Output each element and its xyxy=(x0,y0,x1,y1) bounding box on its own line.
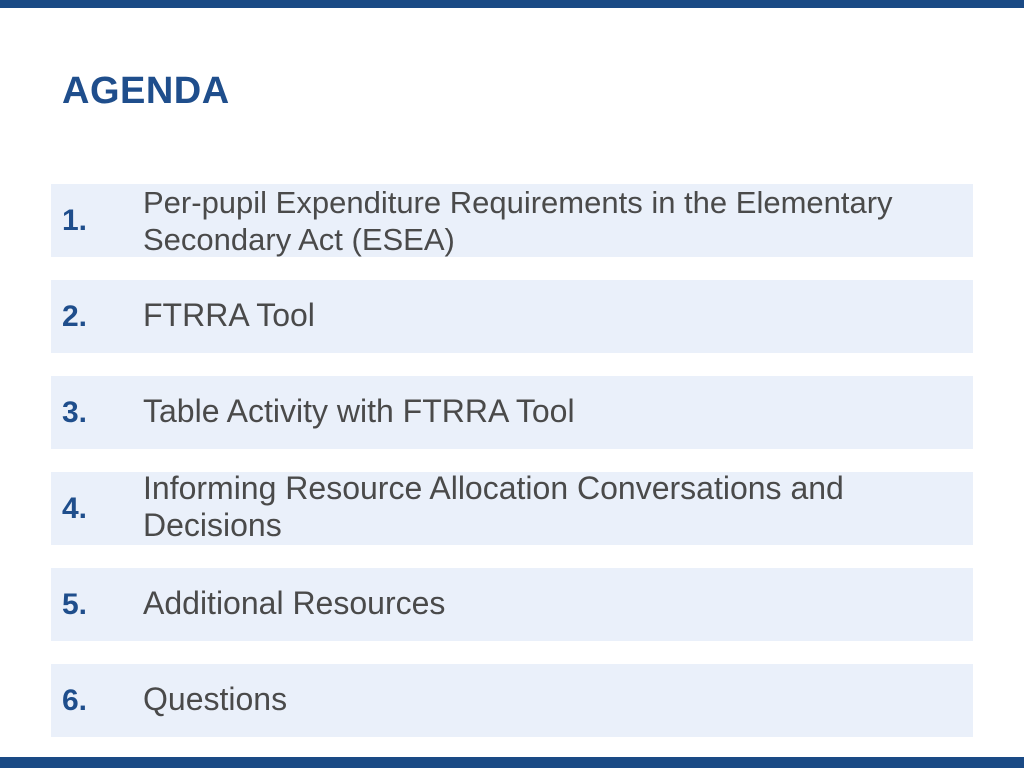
agenda-item-number: 5. xyxy=(62,588,88,621)
agenda-item-number: 6. xyxy=(62,684,88,717)
agenda-item-number: 4. xyxy=(62,492,88,525)
bottom-accent-bar xyxy=(0,757,1024,768)
agenda-item-2 xyxy=(51,280,973,353)
agenda-item-number: 2. xyxy=(62,300,88,333)
top-accent-bar xyxy=(0,0,1024,8)
agenda-item-text: Table Activity with FTRRA Tool xyxy=(143,393,575,429)
agenda-item-number: 3. xyxy=(62,396,88,429)
agenda-item-text: Additional Resources xyxy=(143,585,446,621)
agenda-item-3 xyxy=(51,376,973,449)
agenda-item-text: Questions xyxy=(143,681,288,717)
agenda-item-text: FTRRA Tool xyxy=(143,297,315,333)
slide-title: AGENDA xyxy=(62,70,230,112)
agenda-item-5 xyxy=(51,568,973,641)
agenda-item-text: Informing Resource Allocation Conversations and Decisions xyxy=(143,470,844,543)
agenda-item-1 xyxy=(51,184,973,257)
agenda-item-text: Per-pupil Expenditure Requirements in the Elementary Secondary Act (ESEA) xyxy=(143,185,893,257)
agenda-item-number: 1. xyxy=(62,204,88,237)
agenda-item-4 xyxy=(51,472,973,545)
agenda-item-6 xyxy=(51,664,973,737)
